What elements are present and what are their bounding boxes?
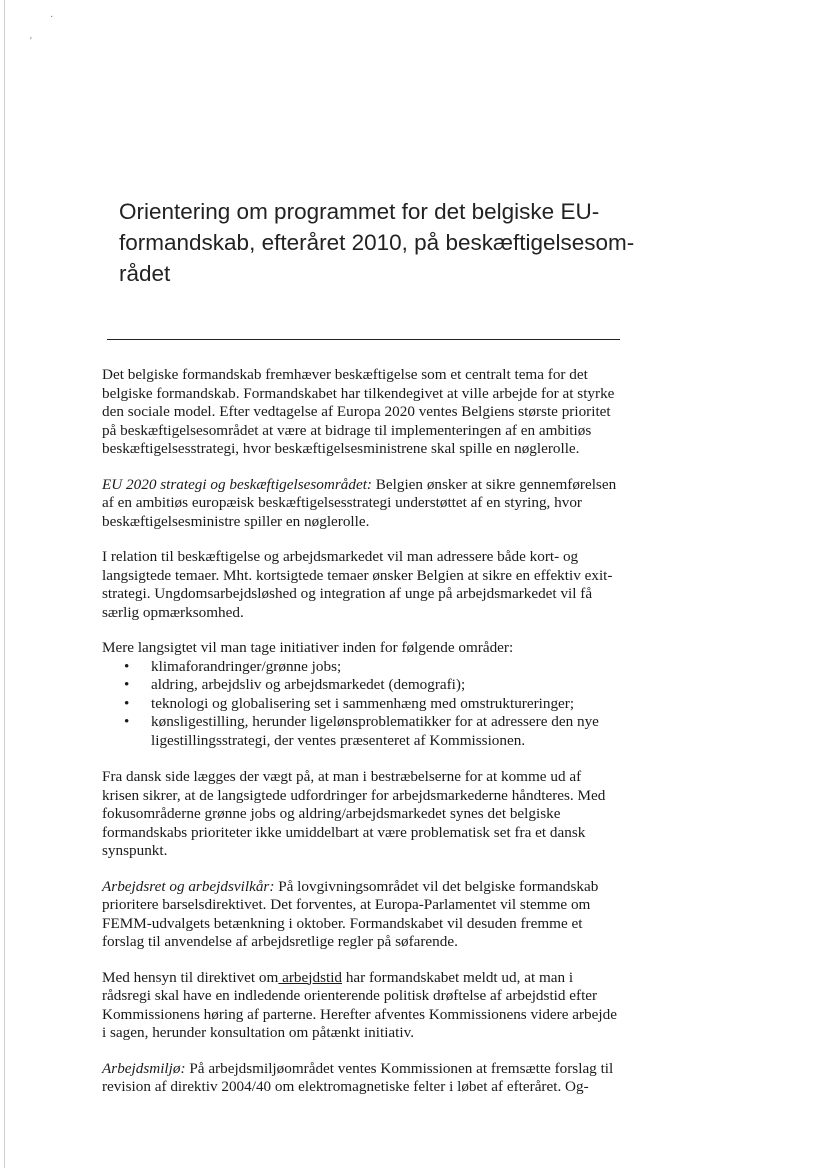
paragraph: Fra dansk side lægges der vægt på, at man i bestræbelserne for at komme ud af krisen sikrer, at de langsigtede udfordringer for arbejdsmarkederne håndteres. Med fokusområderne grønne jobs og aldring/arbejdsmarkedet synes det belgiske formandskabs prioriteter ikke umiddelbart at være problematisk set fra et dansk synspunkt. [102, 768, 606, 859]
list-item: • aldring, arbejdsliv og arbejdsmarkedet (demografi); [124, 676, 622, 695]
scan-speck: · [50, 12, 54, 23]
paragraph-lead: Arbejdsmiljø: [102, 1059, 186, 1077]
paragraph-lead: Arbejdsret og arbejdsvilkår: [102, 877, 275, 895]
paragraph-lead: EU 2020 strategi og beskæftigelsesområdet: [102, 475, 372, 493]
underlined-term: arbejdstid [278, 968, 343, 986]
paragraph: I relation til beskæftigelse og arbejdsmarkedet vil man adressere både kort- og langsigtede temaer. Mht. kortsigtede temaer ønsker Belgien at sikre en effektiv exit-strategi. Ungdomsarbejdsløshed og integration af unge på arbejdsmarkedet vil få særlig opmærksomhed. [102, 548, 613, 621]
paragraph [102, 1060, 622, 1097]
paragraph: Det belgiske formandskab fremhæver beskæftigelse som et centralt tema for det belgiske formandskab. Formandskabet har tilkendegivet at ville arbejde for at styrke den sociale model. Efter vedtagelse af Europa 2020 ventes Belgiens største prioritet på beskæftigelsesområdet at være at bidrage til implementeringen af en ambitiøs beskæftigelsesstrategi, hvor beskæftigelsesministrene skal spille en nøglerolle. [102, 366, 615, 457]
paragraph-text: På arbejdsmiljøområdet ventes Kommissionen at fremsætte forslag til revision af direktiv 2004/40 om elektromagnetiske felter i løbet af efteråret. Og- [102, 1059, 614, 1095]
list-item: • teknologi og globalisering set i sammenhæng med omstruktureringer; [124, 695, 622, 714]
title-divider [107, 339, 620, 340]
bullet-list [102, 658, 622, 751]
scan-speck: ' [30, 36, 32, 47]
document-title: Orientering om programmet for det belgiske EU-formandskab, efteråret 2010, på beskæftigelsesom-rådet [119, 199, 635, 286]
scan-edge [4, 0, 5, 1168]
list-item: • klimaforandringer/grønne jobs; [124, 658, 622, 677]
document-body [102, 366, 622, 1114]
paragraph-text: På lovgivningsområdet vil det belgiske formandskab prioritere barselsdirektivet. Det forventes, at Europa-Parlamentet vil stemme om FEMM-udvalgets betænkning i oktober. Formandskabet vil desuden fremme et forslag til anvendelse af arbejdsretlige regler på søfarende. [102, 877, 599, 950]
paragraph: Mere langsigtet vil man tage initiativer inden for følgende områder: [102, 639, 514, 656]
paragraph [102, 969, 622, 1043]
paragraph [102, 476, 622, 532]
paragraph [102, 878, 622, 952]
paragraph-text: Belgien ønsker at sikre gennemførelsen af en ambitiøs europæisk beskæftigelsesstrategi understøttet af en styring, hvor beskæftigelsesministre spiller en nøglerolle. [102, 475, 617, 530]
paragraph-text: har formandskabet meldt ud, at man i rådsregi skal have en indledende orienterende politisk drøftelse af arbejdstid efter Kommissionens høring af parterne. Herefter afventes Kommissionens videre arbejde i sagen, herunder konsultation om påtænkt initiativ. [102, 968, 617, 1041]
paragraph-text: Med hensyn til direktivet om [102, 968, 279, 986]
list-item: • kønsligestilling, herunder ligelønsproblematikker for at adressere den nye ligestillingsstrategi, der ventes præsenteret af Kommissionen. [124, 713, 622, 750]
